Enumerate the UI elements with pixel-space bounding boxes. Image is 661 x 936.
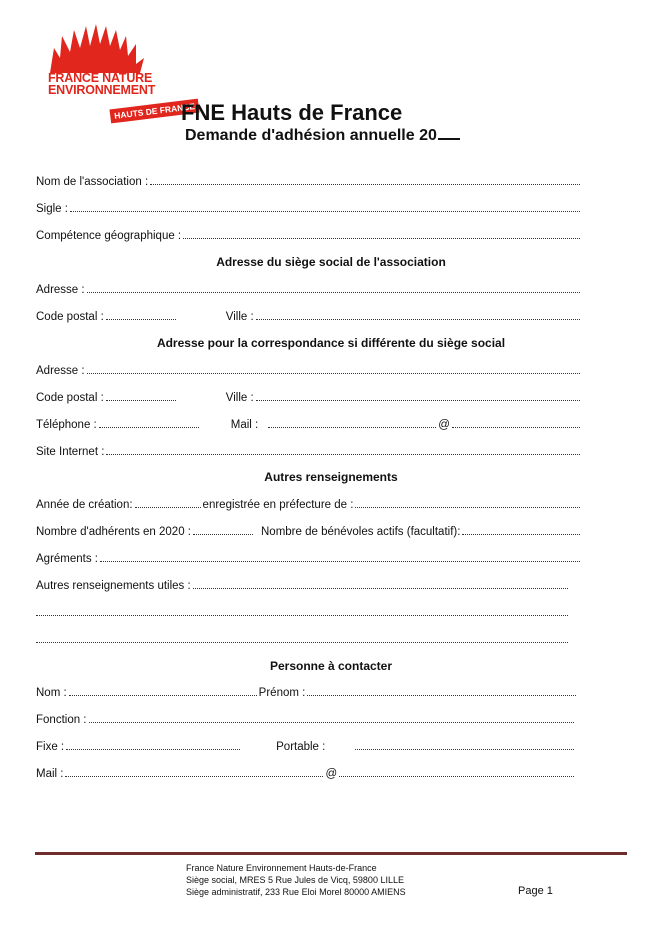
at-symbol: @ [438,419,450,431]
siege-postal-input[interactable] [106,318,176,320]
agrements-field[interactable] [36,549,582,565]
section-autres-heading: Autres renseignements [264,470,398,484]
hedgehog-icon [40,18,160,78]
mail-user-input[interactable] [268,426,436,428]
corr-postal-city-row [36,388,582,404]
other-info-input[interactable] [193,588,568,589]
logo-line-2: ENVIRONNEMENT [48,83,156,97]
competence-label: Compétence géographique : [36,230,182,242]
association-name-label: Nom de l'association : [36,176,149,188]
other-info-line-3[interactable] [36,630,570,646]
page-title: FNE Hauts de France [181,100,403,125]
phone-mail-row [36,415,582,431]
name-row [36,683,578,699]
association-name-field[interactable] [36,172,582,188]
section-siege-heading: Adresse du siège social de l'association [216,255,446,269]
volunteers-input[interactable] [462,534,580,535]
year-blank[interactable] [438,138,460,140]
logo-badge: HAUTS DE FRANCE [109,99,199,124]
mail-label: Mail : [230,419,259,431]
contact-mail-user-input[interactable] [65,775,323,777]
corr-address-field[interactable] [36,361,582,377]
logo-wordmark [48,72,155,96]
volunteers-label: Nombre de bénévoles actifs (facultatif): [261,526,461,538]
footer-divider [35,852,627,855]
siege-address-field[interactable] [36,280,582,296]
siege-address-label: Adresse : [36,284,85,296]
other-info-field[interactable] [36,576,570,592]
contact-mail-domain-input[interactable] [339,776,574,777]
prefecture-input[interactable] [355,507,580,508]
website-label: Site Internet : [36,446,105,458]
association-name-input[interactable] [150,184,580,185]
phone-input[interactable] [99,426,199,428]
footer-address [186,862,406,898]
siege-city-input[interactable] [256,319,580,320]
section-contact-heading: Personne à contacter [269,659,393,673]
function-label: Fonction : [36,714,87,726]
page-subtitle [185,127,460,145]
lastname-input[interactable] [69,694,257,696]
logo-line-1: FRANCE NATURE [48,71,153,85]
competence-input[interactable] [183,238,580,239]
corr-address-label: Adresse : [36,365,85,377]
members-input[interactable] [193,533,253,535]
firstname-label: Prénom : [258,687,306,699]
sigle-field[interactable] [36,199,582,215]
other-info-line-2[interactable] [36,603,570,619]
firstname-input[interactable] [307,695,576,696]
creation-year-label: Année de création: [36,499,133,511]
corr-postal-label: Code postal : [36,392,104,404]
footer-admin: Siège administratif, 233 Rue Eloi Morel 80000 AMIENS [186,887,406,897]
sigle-input[interactable] [70,211,580,212]
page-number: Page 1 [518,885,553,897]
mobile-input[interactable] [355,749,574,750]
landline-input[interactable] [66,748,240,750]
phone-label: Téléphone : [36,419,97,431]
other-info-label: Autres renseignements utiles : [36,580,191,592]
corr-city-input[interactable] [256,400,580,401]
function-input[interactable] [89,722,575,723]
phones-row [36,737,576,753]
website-field[interactable] [36,442,582,458]
agrements-label: Agréments : [36,553,98,565]
sigle-label: Sigle : [36,203,68,215]
section-correspondance-heading: Adresse pour la correspondance si différente du siège social [156,336,506,350]
competence-field[interactable] [36,226,582,242]
agrements-input[interactable] [100,561,580,562]
other-info-input-2[interactable] [36,615,568,616]
footer-siege: Siège social, MRES 5 Rue Jules de Vicq, 59800 LILLE [186,875,404,885]
corr-postal-input[interactable] [106,399,176,401]
contact-mail-row [36,764,576,780]
siege-address-input[interactable] [87,292,580,293]
mobile-label: Portable : [276,741,326,753]
creation-year-input[interactable] [135,506,201,508]
siege-postal-city-row [36,307,582,323]
contact-mail-label: Mail : [36,768,64,780]
creation-row [36,495,582,511]
other-info-input-3[interactable] [36,642,568,643]
siege-postal-label: Code postal : [36,311,104,323]
corr-city-label: Ville : [225,392,254,404]
corr-address-input[interactable] [87,373,580,374]
siege-city-label: Ville : [225,311,254,323]
function-field[interactable] [36,710,576,726]
landline-label: Fixe : [36,741,65,753]
prefecture-label: enregistrée en préfecture de : [202,499,354,511]
lastname-label: Nom : [36,687,67,699]
members-row [36,522,582,538]
footer-org: France Nature Environnement Hauts-de-France [186,863,377,873]
mail-domain-input[interactable] [452,427,580,428]
contact-at-symbol: @ [325,768,338,780]
subtitle-text: Demande d'adhésion annuelle 20 [185,127,437,144]
members-label: Nombre d'adhérents en 2020 : [36,526,191,538]
website-input[interactable] [106,454,580,455]
